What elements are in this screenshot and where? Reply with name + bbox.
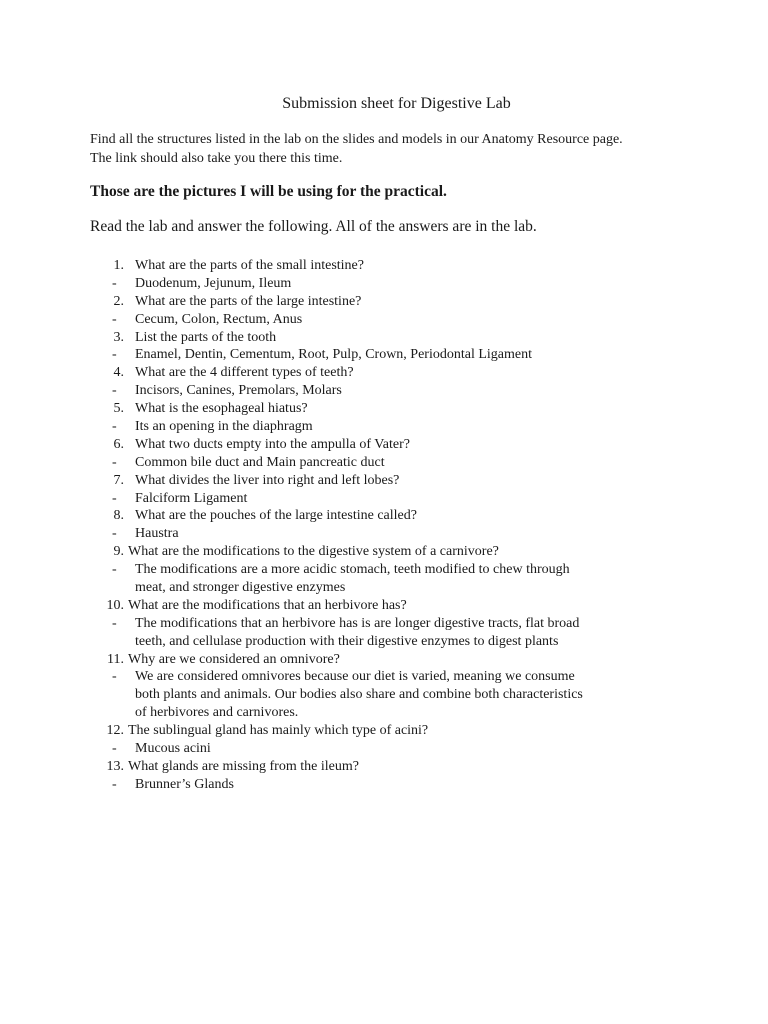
practical-note: Those are the pictures I will be using for the practical.: [90, 183, 447, 200]
answer-dash: -: [112, 490, 117, 506]
intro-line: The link should also take you there this time.: [90, 151, 343, 166]
answer-text: Enamel, Dentin, Cementum, Root, Pulp, Crown, Periodontal Ligament: [135, 347, 533, 363]
document-title: Submission sheet for Digestive Lab: [282, 95, 511, 112]
answer-item: [0, 275, 768, 293]
question-item: [0, 597, 768, 615]
question-number: 3.: [113, 329, 124, 345]
answer-text: The modifications that an herbivore has is are longer digestive tracts, flat broad: [135, 615, 580, 631]
answer-text: both plants and animals. Our bodies also share and combine both characteristics: [135, 687, 583, 703]
answer-text: Haustra: [135, 526, 179, 542]
answer-dash: -: [112, 741, 117, 757]
question-number: 13.: [106, 758, 124, 774]
answer-dash: -: [112, 526, 117, 542]
question-text: What are the modifications that an herbivore has?: [128, 597, 407, 613]
question-number: 1.: [113, 258, 124, 273]
question-number: 10.: [106, 597, 124, 613]
question-number: 12.: [106, 723, 124, 739]
question-answer-list: [0, 257, 768, 794]
question-text: The sublingual gland has mainly which type of acini?: [128, 723, 429, 739]
question-text: What divides the liver into right and left lobes?: [135, 472, 400, 488]
question-number: 7.: [113, 472, 124, 488]
question-item: [0, 257, 768, 275]
question-item: [0, 293, 768, 311]
answer-item: [0, 454, 768, 472]
answer-item: [0, 561, 768, 579]
answer-item: [0, 346, 768, 364]
answer-dash: -: [112, 311, 117, 327]
instructions-text: Read the lab and answer the following. All of the answers are in the lab.: [90, 218, 537, 235]
answer-text: Duodenum, Jejunum, Ileum: [135, 275, 292, 291]
answer-continuation: [0, 704, 768, 722]
answer-dash: -: [112, 776, 117, 792]
answer-item: [0, 382, 768, 400]
answer-dash: -: [112, 347, 117, 363]
question-item: [0, 364, 768, 382]
question-number: 6.: [113, 436, 124, 452]
question-text: What glands are missing from the ileum?: [128, 758, 359, 774]
intro-paragraph: [90, 130, 730, 168]
answer-item: [0, 525, 768, 543]
answer-text: meat, and stronger digestive enzymes: [135, 580, 346, 596]
question-number: 9.: [113, 544, 124, 560]
question-text: What are the parts of the small intestine?: [135, 258, 364, 273]
answer-text: We are considered omnivores because our diet is varied, meaning we consume: [135, 669, 575, 685]
question-item: [0, 543, 768, 561]
answer-item: [0, 418, 768, 436]
question-number: 11.: [107, 651, 124, 667]
answer-dash: -: [112, 275, 117, 291]
answer-item: [0, 776, 768, 794]
question-item: [0, 722, 768, 740]
answer-continuation: [0, 686, 768, 704]
intro-line: Find all the structures listed in the lab on the slides and models in our Anatomy Resource page.: [90, 132, 623, 147]
answer-dash: -: [112, 562, 117, 578]
question-item: [0, 329, 768, 347]
answer-text: Falciform Ligament: [135, 490, 248, 506]
answer-dash: -: [112, 669, 117, 685]
answer-dash: -: [112, 615, 117, 631]
question-text: What are the 4 different types of teeth?: [135, 365, 354, 381]
answer-text: Incisors, Canines, Premolars, Molars: [135, 383, 342, 399]
question-text: What are the modifications to the digestive system of a carnivore?: [128, 544, 499, 560]
question-item: [0, 758, 768, 776]
answer-text: of herbivores and carnivores.: [135, 705, 299, 721]
question-text: What are the parts of the large intestine?: [135, 293, 362, 309]
answer-text: The modifications are a more acidic stomach, teeth modified to chew through: [135, 562, 570, 578]
question-text: What two ducts empty into the ampulla of Vater?: [135, 436, 411, 452]
question-number: 4.: [113, 365, 124, 381]
answer-item: [0, 490, 768, 508]
question-item: [0, 400, 768, 418]
answer-text: Cecum, Colon, Rectum, Anus: [135, 311, 303, 327]
answer-continuation: [0, 579, 768, 597]
answer-text: teeth, and cellulase production with their digestive enzymes to digest plants: [135, 633, 559, 649]
question-item: [0, 436, 768, 454]
question-text: List the parts of the tooth: [135, 329, 277, 345]
question-item: [0, 472, 768, 490]
answer-dash: -: [112, 454, 117, 470]
question-number: 2.: [113, 293, 124, 309]
answer-text: Its an opening in the diaphragm: [135, 419, 313, 435]
answer-dash: -: [112, 383, 117, 399]
question-text: Why are we considered an omnivore?: [128, 651, 340, 667]
answer-text: Brunner’s Glands: [135, 776, 234, 792]
answer-item: [0, 311, 768, 329]
answer-dash: -: [112, 419, 117, 435]
answer-item: [0, 740, 768, 758]
question-text: What are the pouches of the large intestine called?: [135, 508, 417, 524]
answer-continuation: [0, 633, 768, 651]
question-item: [0, 651, 768, 669]
answer-text: Common bile duct and Main pancreatic duct: [135, 454, 385, 470]
answer-item: [0, 668, 768, 686]
question-item: [0, 507, 768, 525]
question-number: 5.: [113, 401, 124, 417]
question-number: 8.: [113, 508, 124, 524]
answer-text: Mucous acini: [135, 741, 211, 757]
question-text: What is the esophageal hiatus?: [135, 401, 308, 417]
answer-item: [0, 615, 768, 633]
